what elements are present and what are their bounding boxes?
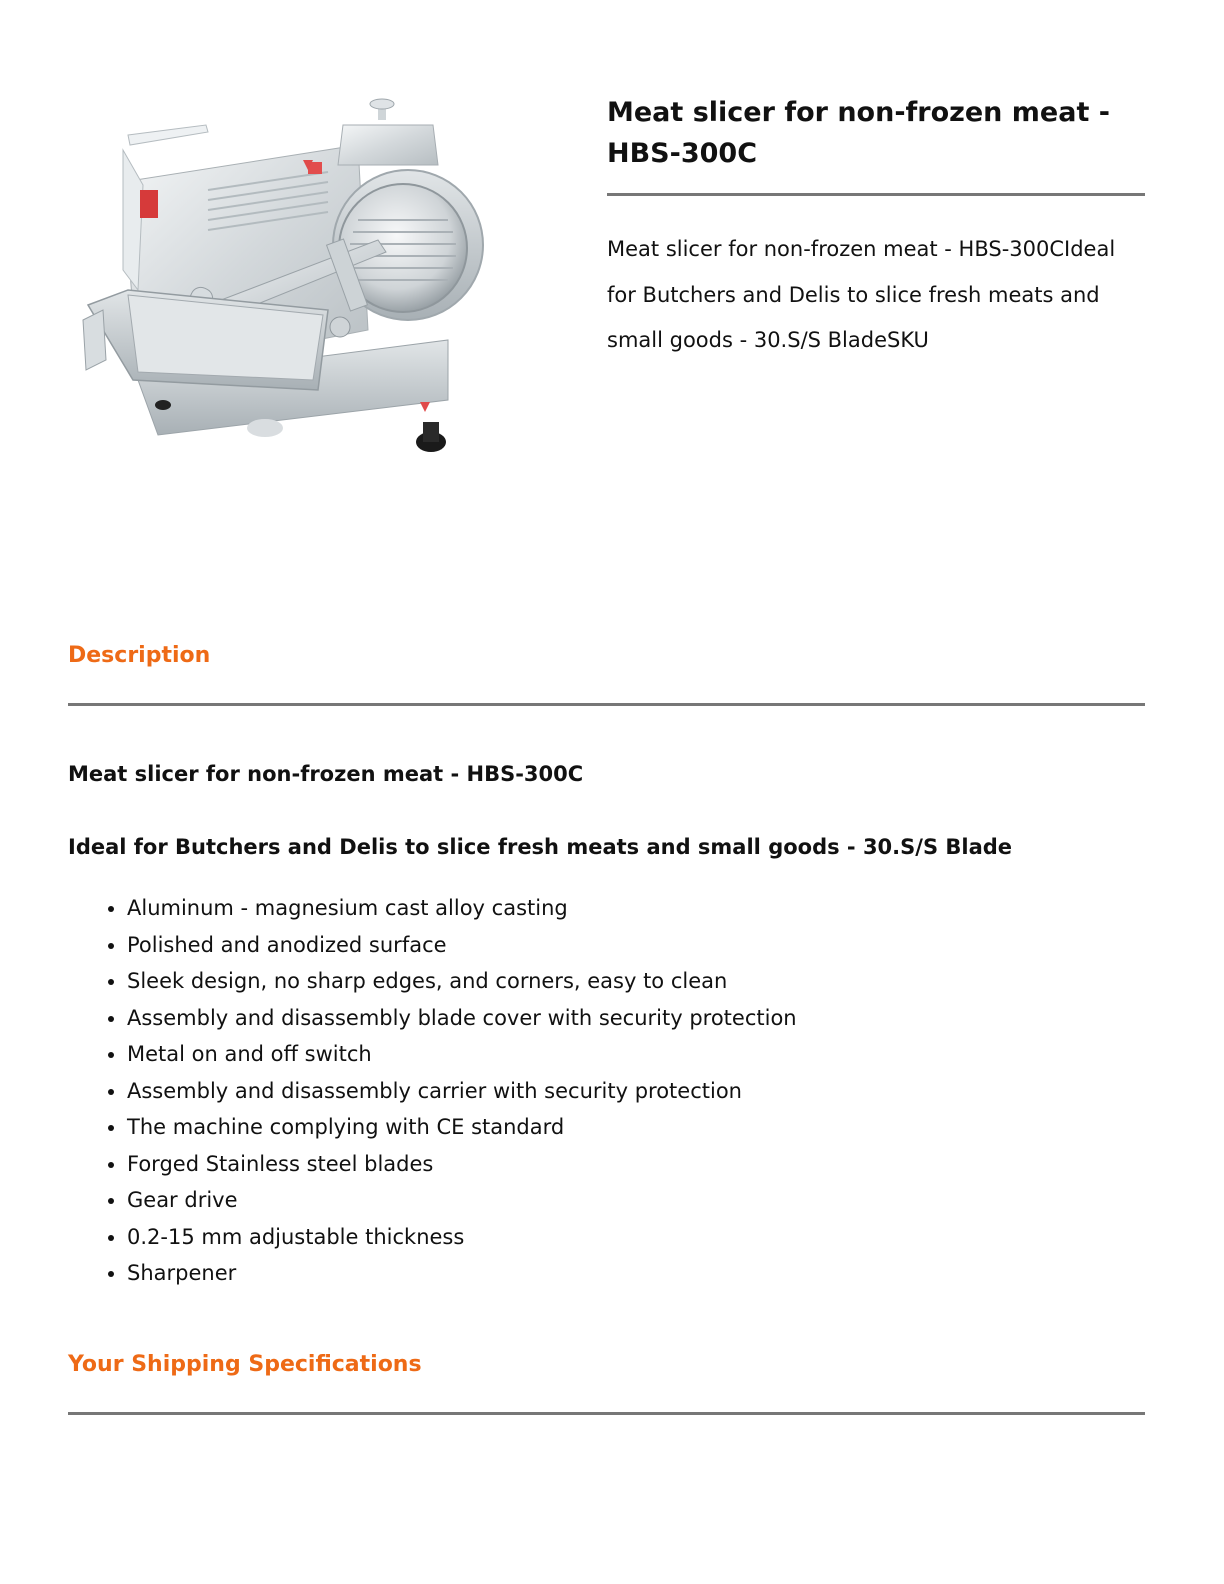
description-heading: Description xyxy=(68,643,211,668)
list-item: • Assembly and disassembly carrier with security protection xyxy=(127,1073,1127,1110)
list-item: • Gear drive xyxy=(127,1182,1127,1219)
list-item: • Sleek design, no sharp edges, and corners, easy to clean xyxy=(127,963,1127,1000)
title-divider xyxy=(607,193,1145,196)
list-item: • Forged Stainless steel blades xyxy=(127,1146,1127,1183)
list-item: • Aluminum - magnesium cast alloy casting xyxy=(127,890,1127,927)
list-item: • Polished and anodized surface xyxy=(127,927,1127,964)
list-item: • 0.2-15 mm adjustable thickness xyxy=(127,1219,1127,1256)
product-image xyxy=(68,90,498,470)
shipping-heading: Your Shipping Specifications xyxy=(68,1352,422,1377)
shipping-divider xyxy=(68,1412,1145,1415)
description-subtitle: Ideal for Butchers and Delis to slice fresh meats and small goods - 30.S/S Blade xyxy=(68,835,1013,859)
feature-list xyxy=(68,890,1127,1292)
description-title: Meat slicer for non-frozen meat - HBS-300C xyxy=(68,762,584,786)
list-item: • Metal on and off switch xyxy=(127,1036,1127,1073)
product-summary: Meat slicer for non-frozen meat - HBS-300CIdeal for Butchers and Delis to slice fresh meats and small goods - 30.S/S BladeSKU xyxy=(607,237,1116,352)
list-item: • The machine complying with CE standard xyxy=(127,1109,1127,1146)
description-divider xyxy=(68,703,1145,706)
list-item: • Assembly and disassembly blade cover with security protection xyxy=(127,1000,1127,1037)
product-title: Meat slicer for non-frozen meat - HBS-300C xyxy=(607,97,1110,169)
list-item: • Sharpener xyxy=(127,1255,1127,1292)
